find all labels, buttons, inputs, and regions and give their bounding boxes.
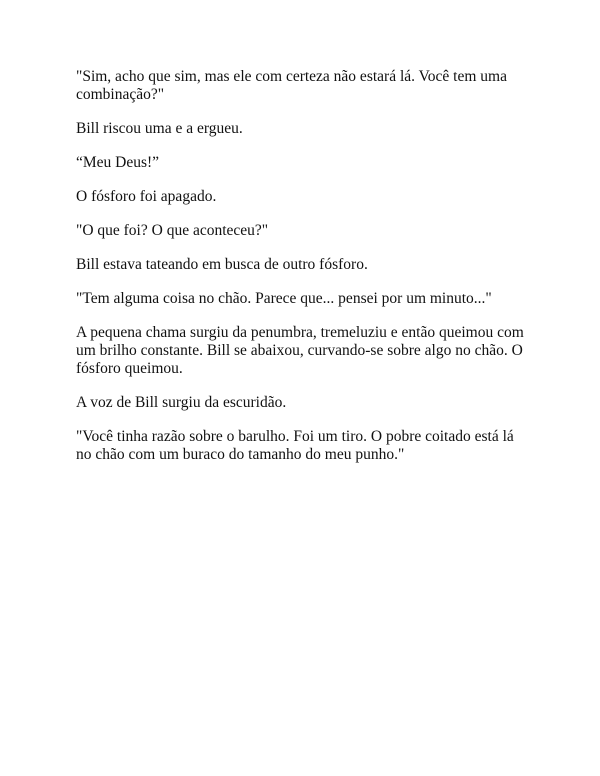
paragraph: A voz de Bill surgiu da escuridão. <box>76 394 287 411</box>
paragraph: Bill estava tateando em busca de outro fósforo. <box>76 256 368 273</box>
paragraph: Bill riscou uma e a ergueu. <box>76 120 243 137</box>
paragraph: A pequena chama surgiu da penumbra, tremeluziu e então queimou com um brilho constante. Bill se abaixou, curvando-se sobre algo no chão. O fósforo queimou. <box>76 324 524 377</box>
paragraph: “Meu Deus!” <box>76 154 160 171</box>
paragraph: "Tem alguma coisa no chão. Parece que... pensei por um minuto..." <box>76 290 492 307</box>
paragraph: "Você tinha razão sobre o barulho. Foi um tiro. O pobre coitado está lá no chão com um buraco do tamanho do meu punho." <box>76 428 514 463</box>
document-body <box>76 68 526 480</box>
paragraph: "O que foi? O que aconteceu?" <box>76 222 269 239</box>
paragraph: O fósforo foi apagado. <box>76 188 217 205</box>
paragraph: "Sim, acho que sim, mas ele com certeza não estará lá. Você tem uma combinação?" <box>76 68 507 103</box>
